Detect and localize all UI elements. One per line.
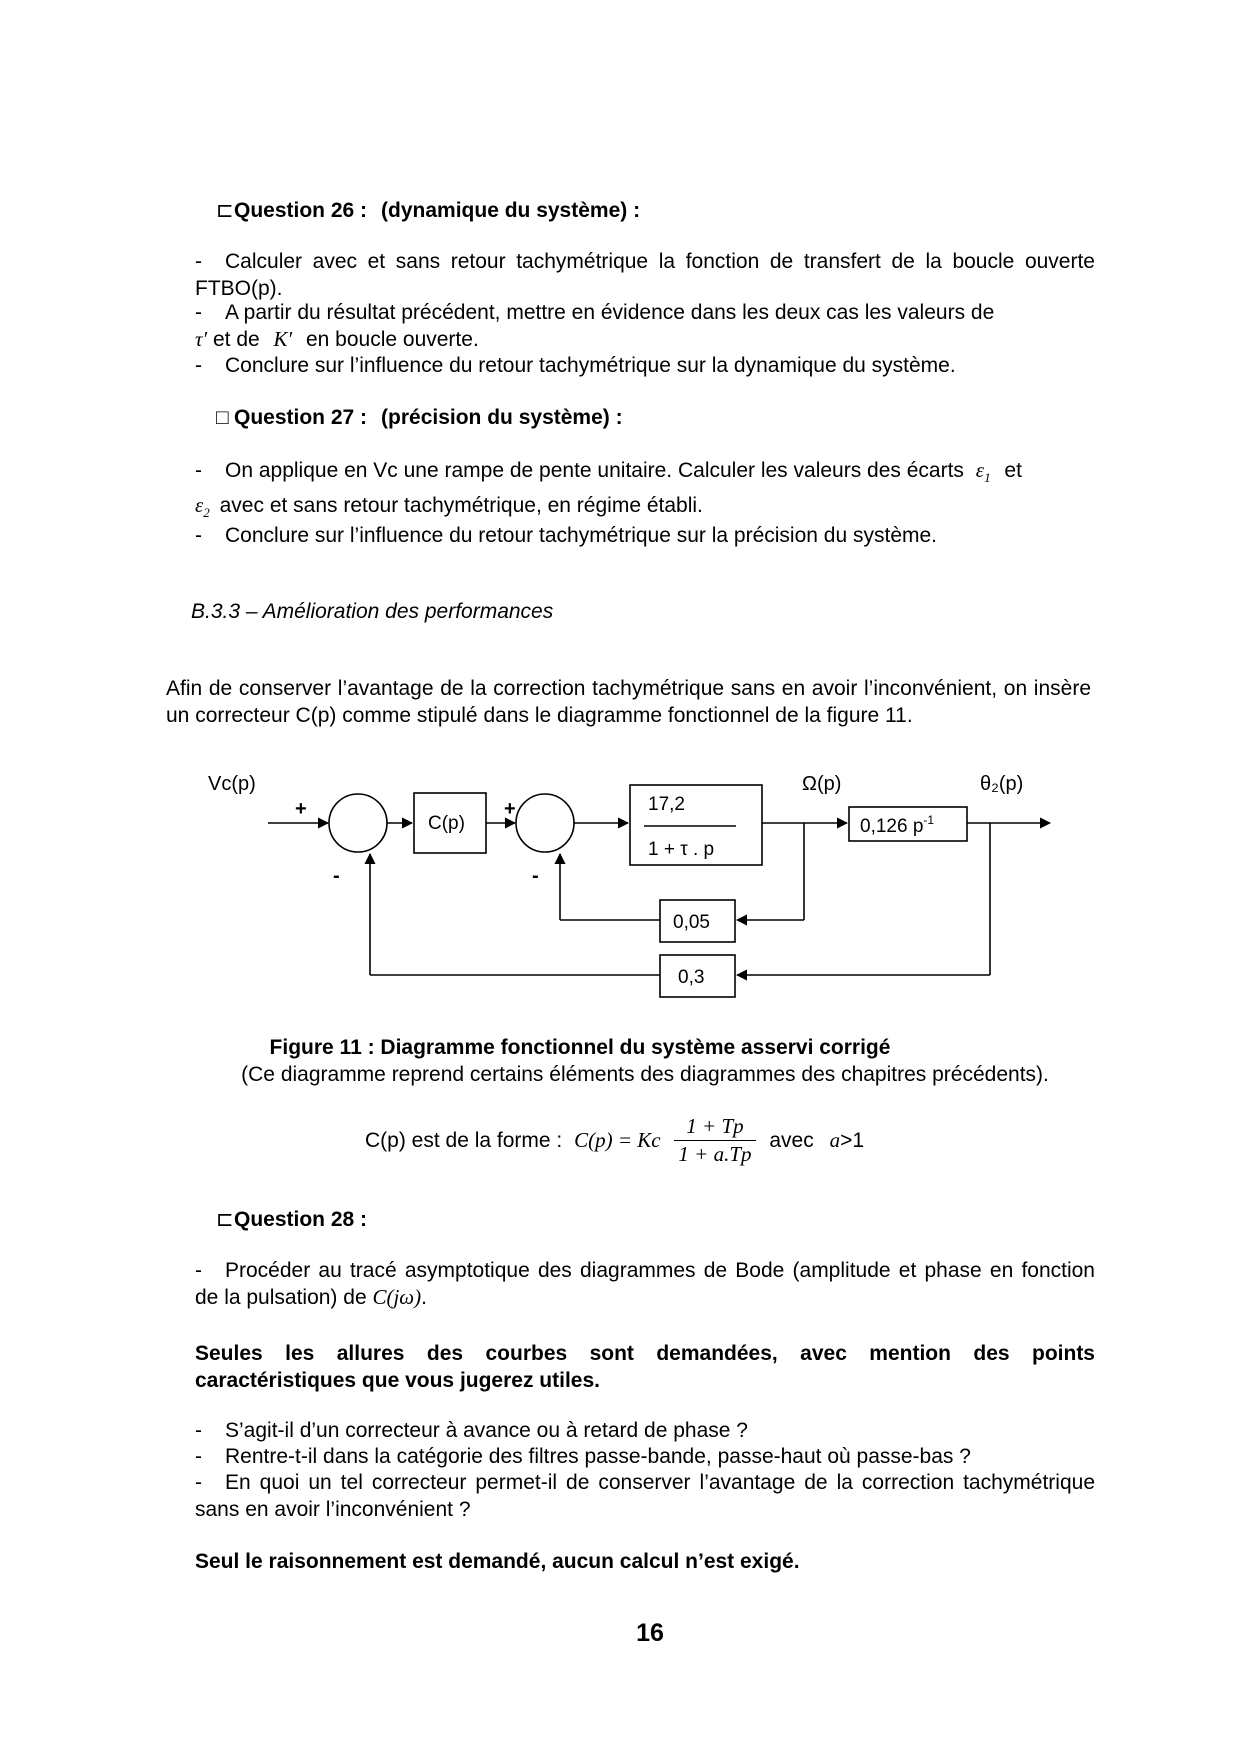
question-label: Question 27 :: [234, 406, 368, 429]
tf-denominator: 1 + τ . p: [648, 839, 715, 860]
section-heading: B.3.3 – Amélioration des performances: [191, 600, 554, 623]
question-label: Question 26 :: [234, 199, 368, 222]
epsilon-1: $\varepsilon_1$: [975, 458, 991, 486]
q26-item-3: - Conclure sur l’influence du retour tachymétrique sur la dynamique du système.: [195, 354, 956, 377]
tf-numerator: 17,2: [648, 794, 685, 815]
q26-item-2: - A partir du résultat précédent, mettre en évidence dans les deux cas les valeurs de: [195, 301, 995, 324]
checkbox-icon: □: [216, 406, 229, 429]
q28-bold-note: Seules les allures des courbes sont demandées, avec mention des points caractéristiques que vous jugerez utiles.: [195, 1342, 1095, 1392]
q28-item-1: - Procéder au tracé asymptotique des diagrammes de Bode (amplitude et phase en fonction de la pulsation) de C(jω).: [195, 1259, 1095, 1309]
epsilon-2: $\varepsilon_2$: [195, 493, 210, 521]
omega-label: Ω(p): [802, 773, 842, 795]
plus-sign-1: +: [295, 798, 307, 820]
theta-label: θ₂(p): [980, 773, 1024, 795]
summing-junction-2: [516, 794, 574, 852]
question-label: Question 28 :: [234, 1208, 368, 1231]
q27-item-1: - On applique en Vc une rampe de pente unitaire. Calculer les valeurs des écarts $\varepsilon_1$ et: [195, 458, 1022, 486]
formula-fraction: $\frac{1 + Tp}{1 + a.Tp}$: [674, 1113, 755, 1168]
q27-item-1-cont: $\varepsilon_2$ avec et sans retour tachymétrique, en régime établi.: [195, 493, 703, 521]
checkbox-icon: ⊏: [216, 1208, 234, 1231]
q26-item-2-cont: τ′ et de K′ en boucle ouverte.: [195, 327, 479, 351]
summing-junction-1: [329, 794, 387, 852]
page-number: 16: [636, 1619, 664, 1647]
tau-prime: τ′: [195, 327, 208, 351]
corrector-label: C(p): [428, 813, 465, 834]
integrator-label: 0,126 $p^{-1}$: [860, 813, 935, 837]
formula-line: C(p) est de la forme : C(p) = Kc $\frac{1 + Tp}{1 + a.Tp}$ avec a>1: [365, 1114, 865, 1166]
question-title: (dynamique du système) :: [381, 199, 641, 222]
input-label: Vc(p): [208, 773, 256, 795]
plus-sign-2: +: [504, 798, 516, 820]
question-26-heading: [216, 197, 640, 224]
q28-final-note: Seul le raisonnement est demandé, aucun calcul n’est exigé.: [195, 1550, 800, 1573]
q27-item-2: - Conclure sur l’influence du retour tachymétrique sur la précision du système.: [195, 524, 938, 547]
q28-item-2: - S’agit-il d’un correcteur à avance ou à retard de phase ?: [195, 1419, 748, 1442]
intro-paragraph: Afin de conserver l’avantage de la correction tachymétrique sans en avoir l’inconvénient, on insère un correcteur C(p) comme stipulé dans le diagramme fonctionnel de la figure 11.: [166, 677, 1091, 727]
q28-item-4: - En quoi un tel correcteur permet-il de conserver l’avantage de la correction tachymétrique sans en avoir l’inconvénient ?: [195, 1471, 1095, 1521]
formula-lhs: C(p) = Kc: [574, 1128, 661, 1152]
q26-item-1: - Calculer avec et sans retour tachymétrique la fonction de transfert de la boucle ouverte FTBO(p).: [195, 250, 1095, 300]
k-prime: K′: [273, 327, 293, 351]
question-27-heading: [216, 404, 623, 431]
figure-caption: Figure 11 : Diagramme fonctionnel du système asservi corrigé: [269, 1036, 891, 1059]
checkbox-icon: ⊏: [216, 199, 234, 222]
block-diagram: [200, 765, 1070, 1025]
minus-sign-1: -: [333, 865, 340, 887]
figure-note: (Ce diagramme reprend certains éléments des diagrammes des chapitres précédents).: [241, 1063, 1049, 1086]
question-title: (précision du système) :: [381, 406, 623, 429]
feedback-2-label: 0,3: [678, 967, 705, 988]
question-28-heading: [216, 1206, 367, 1233]
feedback-1-label: 0,05: [673, 912, 710, 933]
q28-item-3: - Rentre-t-il dans la catégorie des filtres passe-bande, passe-haut où passe-bas ?: [195, 1445, 971, 1468]
minus-sign-2: -: [532, 865, 539, 887]
c-j-omega: C(jω): [372, 1285, 422, 1309]
